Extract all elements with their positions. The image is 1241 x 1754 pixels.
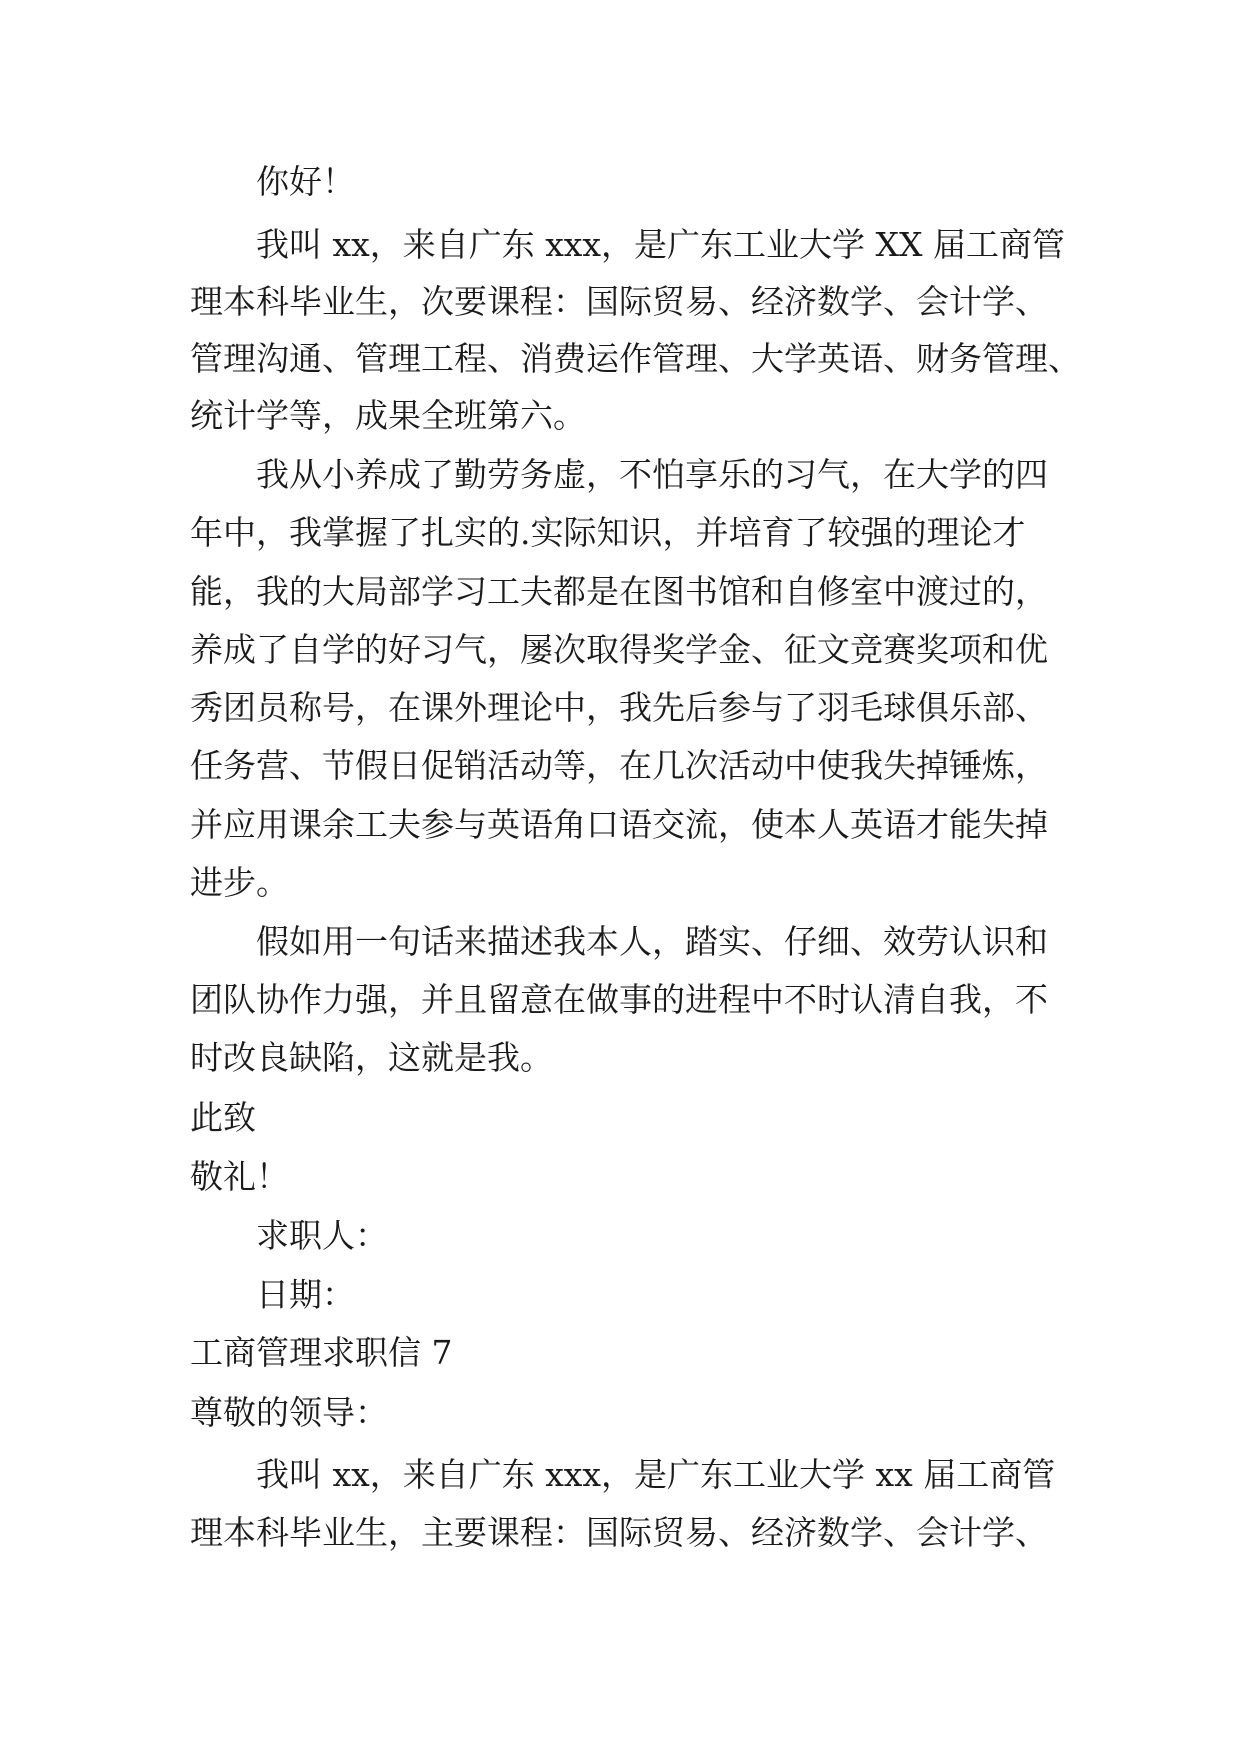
paragraph-line: 任务营、节假日促销活动等，在几次活动中使我失掉锤炼， [190,746,1048,785]
paragraph-line: 秀团员称号，在课外理论中，我先后参与了羽毛球俱乐部、 [190,688,1048,727]
paragraph-line: 团队协作力强，并且留意在做事的进程中不时认清自我，不 [190,980,1048,1019]
closing-line: 此致 [190,1098,256,1137]
paragraph-line: 假如用一句话来描述我本人，踏实、仔细、效劳认识和 [256,922,1048,961]
paragraph-line: 能，我的大局部学习工夫都是在图书馆和自修室中渡过的， [190,572,1048,611]
paragraph-line: 统计学等，成果全班第六。 [190,396,586,435]
paragraph-line: 时改良缺陷，这就是我。 [190,1038,553,1077]
applicant-label: 求职人： [256,1216,388,1255]
paragraph-line: 并应用课余工夫参与英语角口语交流，使本人英语才能失掉 [190,805,1048,844]
section-title: 工商管理求职信 7 [190,1333,453,1372]
paragraph-line: 我叫 xx，来自广东 xxx，是广东工业大学 XX 届工商管 [256,225,1065,264]
paragraph-line: 理本科毕业生，主要课程：国际贸易、经济数学、会计学、 [190,1513,1048,1552]
paragraph-line: 我叫 xx，来自广东 xxx，是广东工业大学 xx 届工商管 [256,1455,1056,1494]
closing-line: 敬礼！ [190,1157,289,1196]
date-label: 日期： [256,1275,355,1314]
greeting: 你好！ [256,162,355,201]
paragraph-line: 理本科毕业生，次要课程：国际贸易、经济数学、会计学、 [190,282,1048,321]
paragraph-line: 管理沟通、管理工程、消费运作管理、大学英语、财务管理、 [190,339,1081,378]
paragraph-line: 我从小养成了勤劳务虚，不怕享乐的习气，在大学的四 [256,455,1048,494]
paragraph-line: 进步。 [190,863,289,902]
paragraph-line: 养成了自学的好习气，屡次取得奖学金、征文竞赛奖项和优 [190,630,1048,669]
salutation: 尊敬的领导： [190,1393,388,1432]
paragraph-line: 年中，我掌握了扎实的.实际知识，并培育了较强的理论才 [190,513,1026,552]
